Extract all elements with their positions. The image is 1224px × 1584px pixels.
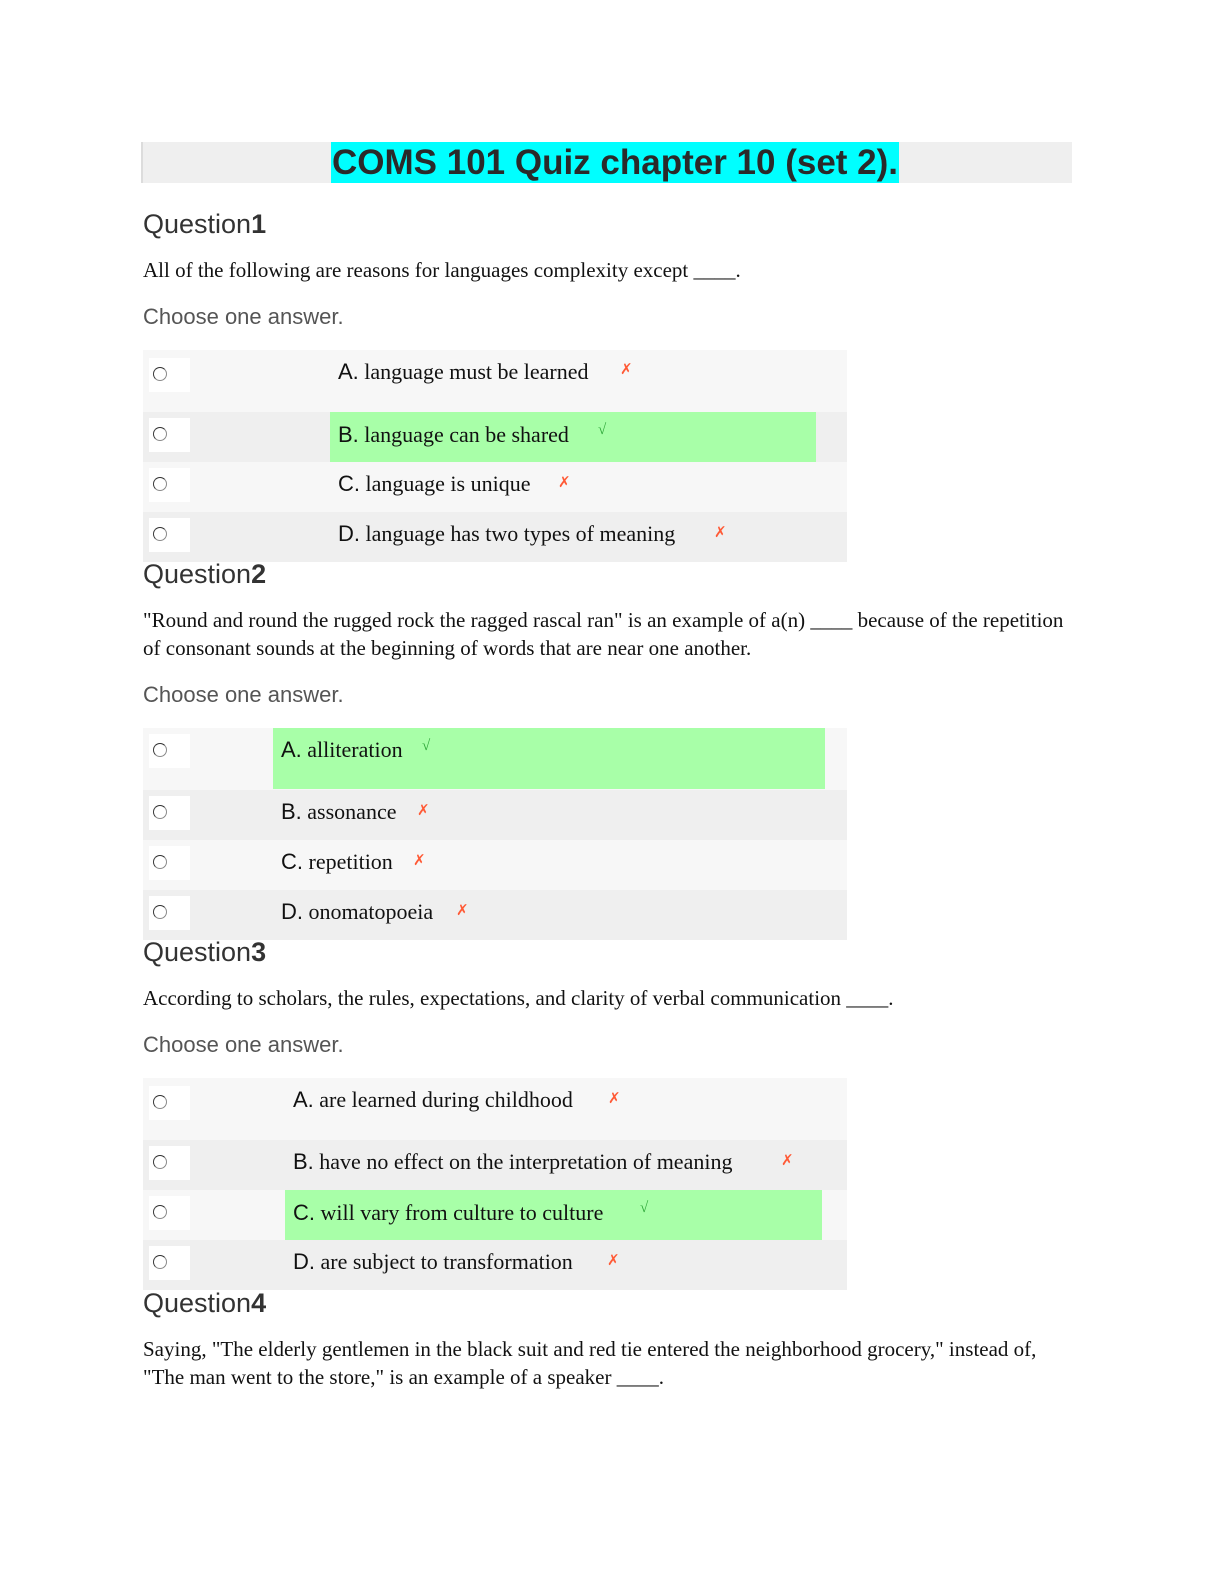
answer-row[interactable]	[143, 512, 847, 562]
answer-row[interactable]	[143, 1078, 847, 1140]
radio-container	[149, 518, 190, 552]
incorrect-x-icon: ✗	[413, 853, 426, 869]
answer-list	[143, 350, 847, 562]
answer-text: repetition	[308, 849, 393, 874]
answer-letter: A.	[338, 359, 359, 384]
radio-button[interactable]	[153, 527, 167, 541]
question-text: "Round and round the rugged rock the ragged rascal ran" is an example of a(n) ____ because of the repetition of consonant sounds at the beginning of words that are near one another.	[143, 608, 1064, 660]
answer-letter: A.	[293, 1087, 314, 1112]
question-heading	[143, 209, 266, 240]
answer-option[interactable]	[273, 796, 396, 828]
question-heading	[143, 937, 266, 968]
answer-option[interactable]	[285, 1084, 573, 1116]
answer-text: language has two types of meaning	[365, 521, 676, 546]
answer-row[interactable]	[143, 1240, 847, 1290]
answer-letter: D.	[293, 1249, 315, 1274]
answer-row[interactable]	[143, 412, 847, 462]
radio-container	[149, 1146, 190, 1180]
answer-option[interactable]	[273, 896, 433, 928]
answer-text: onomatopoeia	[308, 899, 434, 924]
radio-button[interactable]	[153, 743, 167, 757]
answer-option[interactable]	[330, 518, 675, 550]
radio-container	[149, 1246, 190, 1280]
radio-container	[149, 418, 190, 452]
correct-check-icon: √	[640, 1200, 649, 1216]
question-number: 1	[251, 209, 267, 239]
choose-one-label: Choose one answer.	[143, 304, 344, 329]
answer-option-correct[interactable]	[273, 728, 825, 789]
page-title: COMS 101 Quiz chapter 10 (set 2).	[332, 143, 899, 182]
question-heading	[143, 559, 266, 590]
question-word: Question	[143, 1288, 252, 1318]
incorrect-x-icon: ✗	[781, 1153, 794, 1169]
question-number: 4	[251, 1288, 267, 1318]
answer-text: language must be learned	[364, 359, 589, 384]
radio-container	[149, 358, 190, 392]
answer-option[interactable]	[330, 468, 530, 500]
answer-option-correct[interactable]	[285, 1190, 822, 1240]
answer-text: language can be shared	[364, 422, 569, 447]
answer-letter: D.	[338, 521, 360, 546]
answer-option[interactable]	[273, 846, 393, 878]
answer-letter: C.	[338, 471, 360, 496]
answer-letter: C.	[281, 849, 303, 874]
question-word: Question	[143, 209, 252, 239]
radio-button[interactable]	[153, 805, 167, 819]
answer-row[interactable]	[143, 890, 847, 940]
radio-button[interactable]	[153, 855, 167, 869]
radio-container	[149, 468, 190, 502]
answer-option[interactable]	[285, 1246, 573, 1278]
question-text: Saying, "The elderly gentlemen in the black suit and red tie entered the neighborhood grocery," instead of, "The man went to the store," is an example of a speaker ____.	[143, 1337, 1037, 1389]
radio-container	[149, 1196, 190, 1230]
choose-one-label: Choose one answer.	[143, 1032, 344, 1057]
answer-text: have no effect on the interpretation of meaning	[319, 1149, 733, 1174]
radio-button[interactable]	[153, 367, 167, 381]
choose-one-label: Choose one answer.	[143, 682, 344, 707]
incorrect-x-icon: ✗	[714, 525, 727, 541]
answer-text: assonance	[307, 799, 397, 824]
answer-option[interactable]	[285, 1146, 732, 1178]
radio-container	[149, 1086, 190, 1120]
radio-button[interactable]	[153, 1155, 167, 1169]
answer-list	[143, 1078, 847, 1290]
correct-check-icon: √	[422, 738, 431, 754]
radio-container	[149, 846, 190, 880]
answer-letter: A.	[281, 737, 302, 762]
answer-text: alliteration	[307, 737, 403, 762]
radio-container	[149, 896, 190, 930]
answer-letter: B.	[293, 1149, 314, 1174]
answer-text: will vary from culture to culture	[320, 1200, 604, 1225]
answer-row[interactable]	[143, 462, 847, 512]
answer-text: are learned during childhood	[319, 1087, 573, 1112]
answer-row[interactable]	[143, 840, 847, 890]
question-text: According to scholars, the rules, expectations, and clarity of verbal communication ____.	[143, 986, 894, 1010]
incorrect-x-icon: ✗	[558, 475, 571, 491]
incorrect-x-icon: ✗	[620, 362, 633, 378]
answer-letter: C.	[293, 1200, 315, 1225]
radio-container	[149, 734, 190, 768]
radio-button[interactable]	[153, 427, 167, 441]
answer-row[interactable]	[143, 1190, 847, 1240]
answer-option-correct[interactable]	[330, 412, 816, 462]
radio-button[interactable]	[153, 477, 167, 491]
radio-button[interactable]	[153, 1205, 167, 1219]
radio-button[interactable]	[153, 905, 167, 919]
answer-row[interactable]	[143, 350, 847, 412]
answer-letter: D.	[281, 899, 303, 924]
radio-container	[149, 796, 190, 830]
answer-row[interactable]	[143, 728, 847, 790]
question-text: All of the following are reasons for languages complexity except ____.	[143, 258, 741, 282]
answer-row[interactable]	[143, 1140, 847, 1190]
answer-list	[143, 728, 847, 940]
question-number: 2	[251, 559, 267, 589]
incorrect-x-icon: ✗	[607, 1253, 620, 1269]
answer-letter: B.	[338, 422, 359, 447]
question-word: Question	[143, 559, 252, 589]
question-number: 3	[251, 937, 267, 967]
radio-button[interactable]	[153, 1255, 167, 1269]
incorrect-x-icon: ✗	[608, 1091, 621, 1107]
question-heading	[143, 1288, 266, 1319]
answer-row[interactable]	[143, 790, 847, 840]
incorrect-x-icon: ✗	[417, 803, 430, 819]
answer-option[interactable]	[330, 356, 589, 388]
radio-button[interactable]	[153, 1095, 167, 1109]
correct-check-icon: √	[598, 422, 607, 438]
answer-text: are subject to transformation	[320, 1249, 573, 1274]
question-word: Question	[143, 937, 252, 967]
answer-text: language is unique	[365, 471, 531, 496]
answer-letter: B.	[281, 799, 302, 824]
incorrect-x-icon: ✗	[456, 903, 469, 919]
